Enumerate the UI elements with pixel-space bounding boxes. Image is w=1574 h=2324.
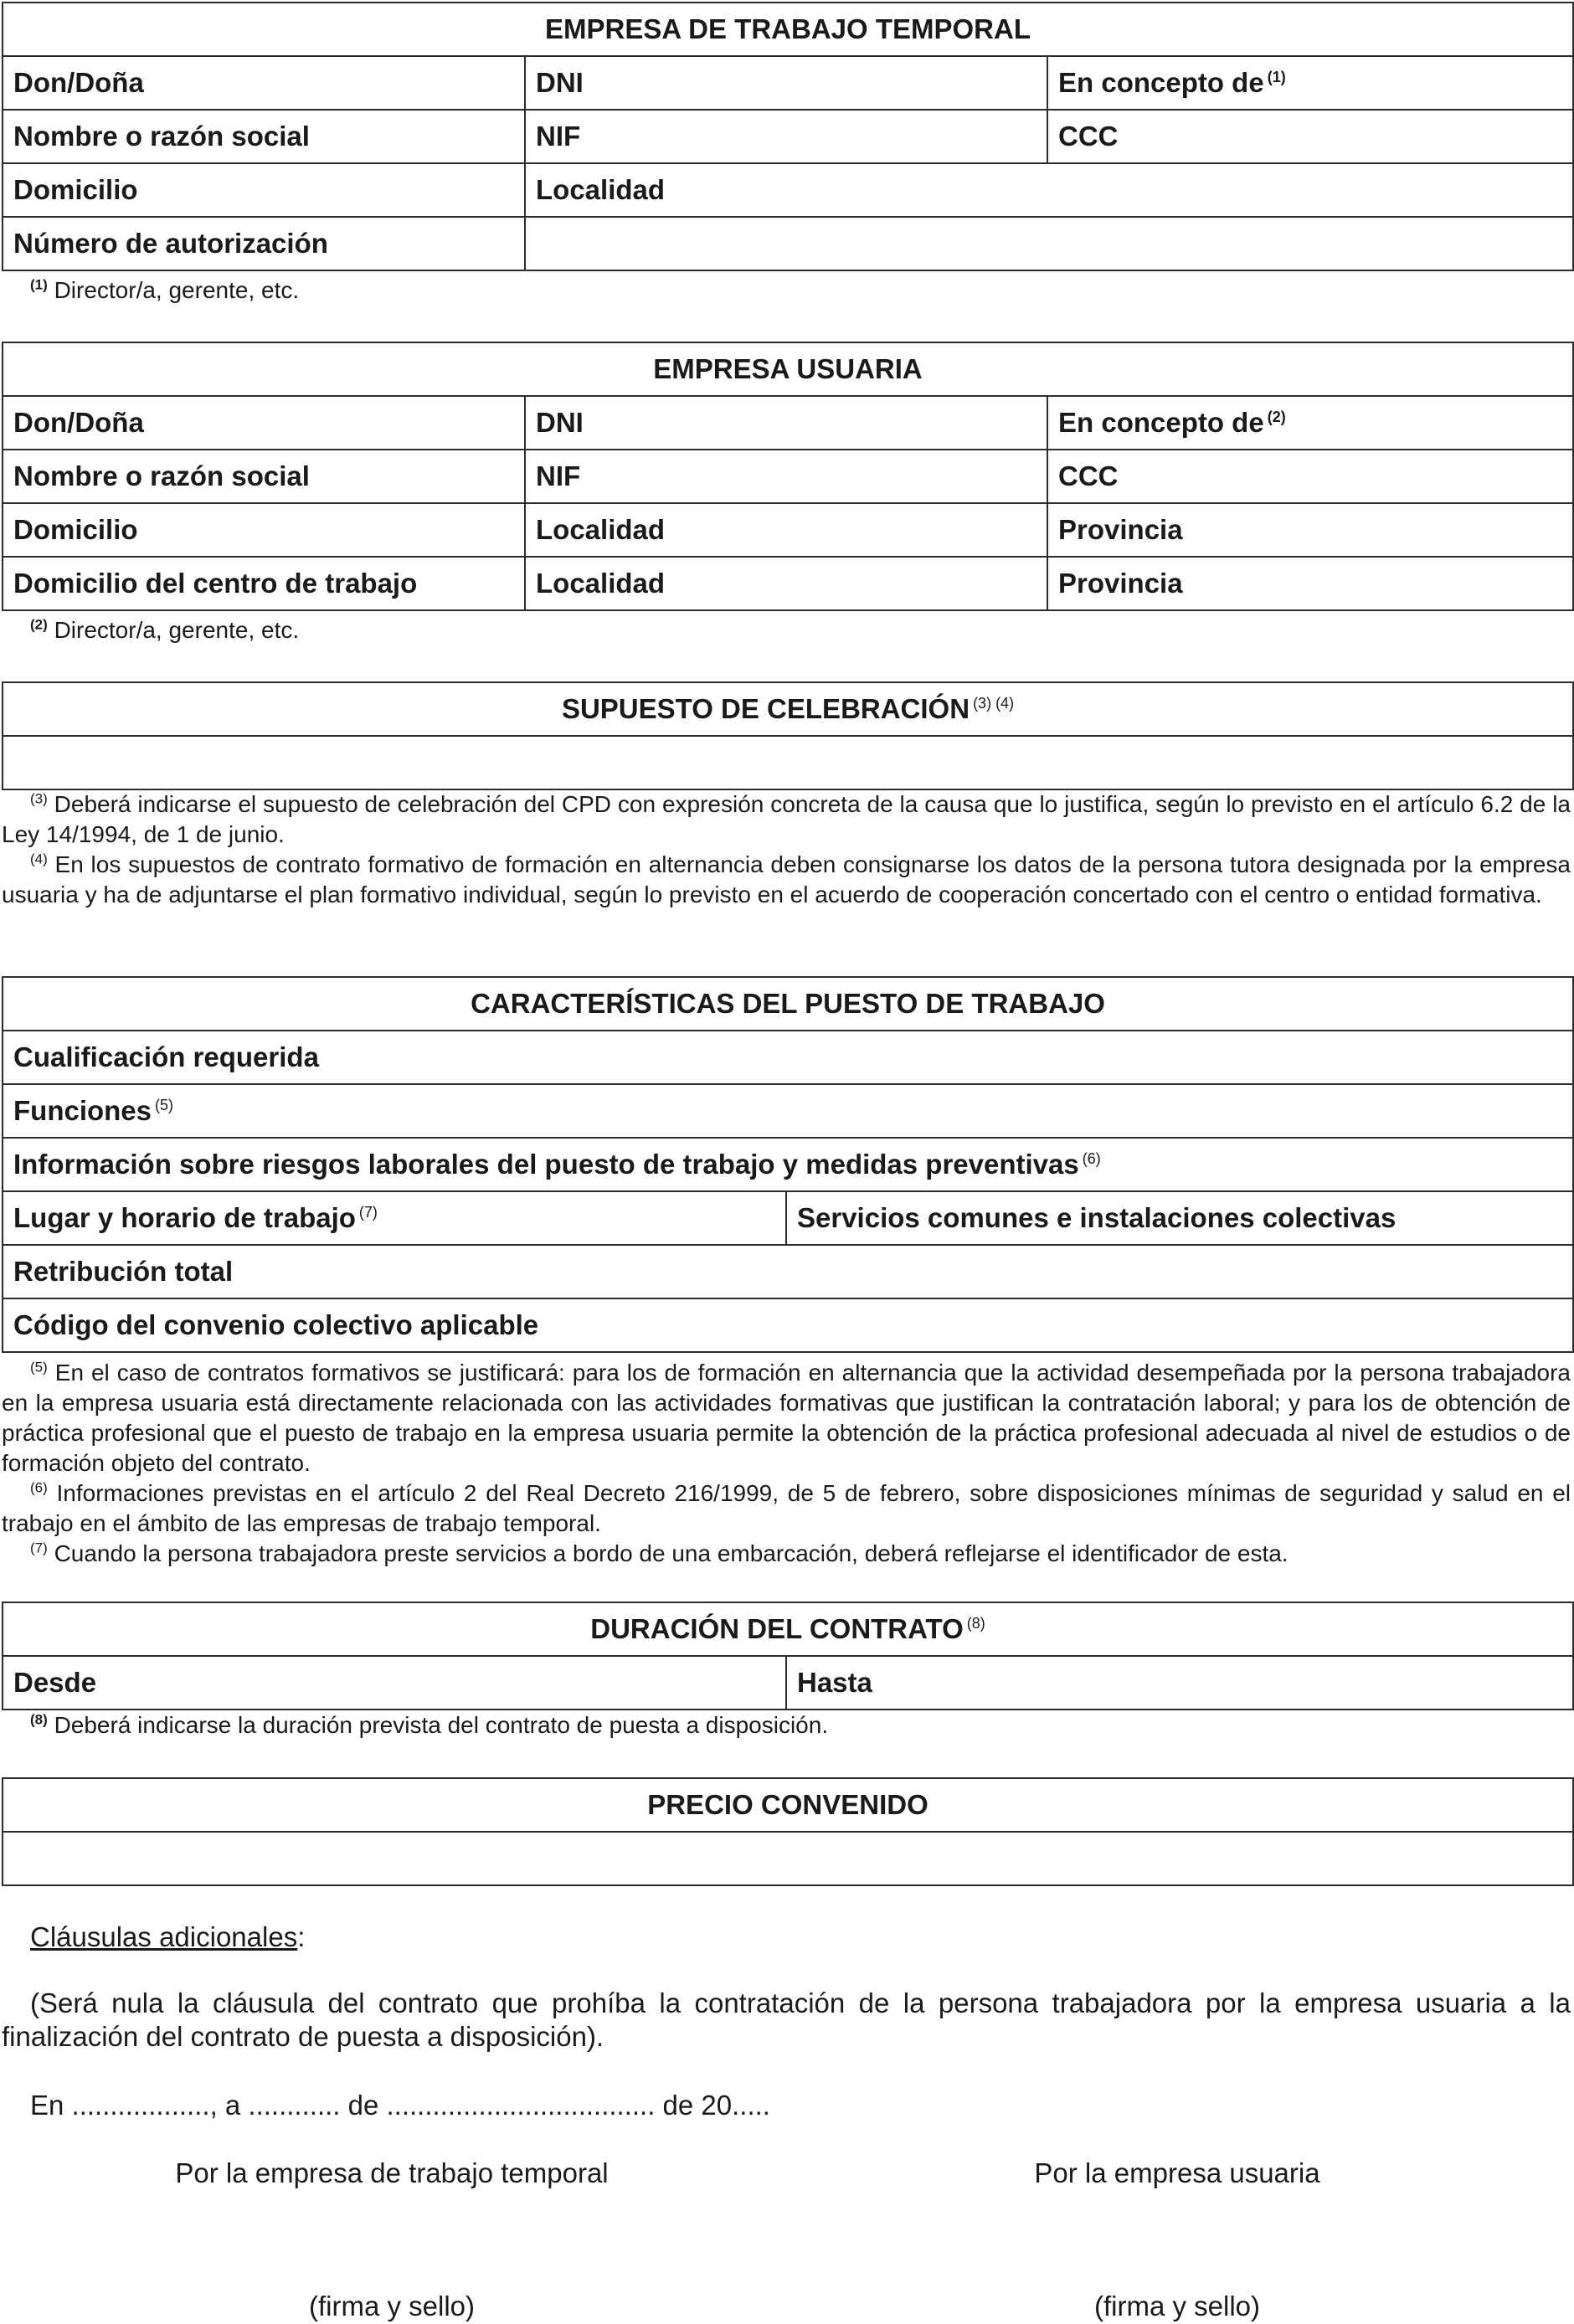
usuaria-title: EMPRESA USUARIA: [3, 342, 1573, 396]
usuaria-concepto-field[interactable]: En concepto de $^{(2)}$: [1047, 396, 1573, 450]
ett-nif-field[interactable]: NIF: [525, 110, 1047, 163]
ett-dni-field[interactable]: DNI: [525, 56, 1047, 110]
footnote-5: $^{(5)}$ En el caso de contratos formativos se justificará: para los de formación en alternancia que la actividad desempeñada por la persona trabajadora en la empresa usuaria está directamente relacionada con las actividades formativas que justifican la contratación laboral; y para los de obtención de práctica profesional que el puesto de trabajo en la empresa usuaria permite la obtención de la práctica profesional adecuada al nivel de estudios o de formación objeto del contrato.: [2, 1359, 1571, 1476]
caracteristicas-section: [2, 976, 1574, 1353]
desde-field[interactable]: Desde: [3, 1656, 786, 1710]
convenio-field[interactable]: Código del convenio colectivo aplicable: [3, 1298, 1573, 1352]
ett-concepto-field[interactable]: En concepto de $^{(1)}$: [1047, 56, 1573, 110]
precio-title: PRECIO CONVENIDO: [3, 1778, 1573, 1832]
supuesto-title: SUPUESTO DE CELEBRACIÓN $^{(3) (4)}$: [3, 682, 1573, 736]
firma-usuaria-label: Por la empresa usuaria: [1034, 2157, 1320, 2188]
duracion-section: [2, 1602, 1574, 1710]
clausula-nula-text: (Será nula la cláusula del contrato que prohíba la contratación de la persona trabajadora por la empresa usuaria a la finalización del contrato de puesta a disposición).: [2, 1987, 1571, 2052]
riesgos-field[interactable]: Información sobre riesgos laborales del puesto de trabajo y medidas preventivas $^{(6)}$: [3, 1138, 1573, 1191]
duracion-title: DURACIÓN DEL CONTRATO $^{(8)}$: [3, 1602, 1573, 1656]
footnote-4: $^{(4)}$ En los supuestos de contrato formativo de formación en alternancia deben consignarse los datos de la persona tutora designada por la empresa usuaria y ha de adjuntarse el plan formativo individual, según lo previsto en el acuerdo de cooperación concertado con el centro o entidad formativa.: [2, 851, 1571, 907]
ett-autorizacion-field[interactable]: [525, 217, 1573, 270]
ett-localidad-field[interactable]: Localidad: [525, 163, 1573, 217]
footnote-ref: (1): [1267, 69, 1286, 85]
ett-autorizacion-label: Número de autorización: [3, 217, 525, 270]
firma-usuaria-sello: (firma y sello): [1093, 2291, 1261, 2321]
funciones-field[interactable]: Funciones $^{(5)}$: [3, 1084, 1573, 1138]
precio-section: [2, 1777, 1574, 1886]
ett-domicilio-field[interactable]: Domicilio: [3, 163, 525, 217]
usuaria-provincia-field[interactable]: Provincia: [1047, 503, 1573, 557]
supuesto-section: [2, 681, 1574, 790]
usuaria-footnote: $^{(2)}$ Director/a, gerente, etc.: [30, 616, 300, 643]
usuaria-domicilio-field[interactable]: Domicilio: [3, 503, 525, 557]
supuesto-field[interactable]: [3, 736, 1573, 789]
caracteristicas-footnotes: [2, 1358, 1571, 1569]
cualificacion-field[interactable]: Cualificación requerida: [3, 1031, 1573, 1084]
usuaria-section: [2, 342, 1574, 611]
usuaria-centro-localidad-field[interactable]: Localidad: [525, 557, 1047, 610]
firma-ett-label: Por la empresa de trabajo temporal: [175, 2157, 609, 2188]
precio-field[interactable]: [3, 1832, 1573, 1885]
lugar-fecha-line: En .................., a ............ de ................................... de 20.....: [30, 2090, 770, 2121]
usuaria-razon-social-field[interactable]: Nombre o razón social: [3, 450, 525, 503]
caracteristicas-title: CARACTERÍSTICAS DEL PUESTO DE TRABAJO: [3, 977, 1573, 1031]
usuaria-ccc-field[interactable]: CCC: [1047, 450, 1573, 503]
footnote-6: $^{(6)}$ Informaciones previstas en el artículo 2 del Real Decreto 216/1999, de 5 de febrero, sobre disposiciones mínimas de seguridad y salud en el trabajo en el ámbito de las empresas de trabajo temporal.: [2, 1479, 1571, 1536]
clausulas-heading: Cláusulas adicionales:: [30, 1921, 306, 1952]
footnote-7: $^{(7)}$ Cuando la persona trabajadora preste servicios a bordo de una embarcación, deberá reflejarse el identificador de esta.: [30, 1540, 1289, 1566]
footnote-ref: (2): [1267, 409, 1286, 425]
hasta-field[interactable]: Hasta: [786, 1656, 1573, 1710]
supuesto-footnotes: [2, 789, 1571, 910]
lugar-horario-field[interactable]: Lugar y horario de trabajo $^{(7)}$: [3, 1191, 786, 1245]
ett-don-dona-field[interactable]: Don/Doña: [3, 56, 525, 110]
usuaria-don-dona-field[interactable]: Don/Doña: [3, 396, 525, 450]
usuaria-dni-field[interactable]: DNI: [525, 396, 1047, 450]
firma-ett-sello: (firma y sello): [308, 2291, 476, 2321]
ett-razon-social-field[interactable]: Nombre o razón social: [3, 110, 525, 163]
ett-footnote: $^{(1)}$ Director/a, gerente, etc.: [30, 276, 300, 303]
footnote-3: $^{(3)}$ Deberá indicarse el supuesto de celebración del CPD con expresión concreta de la causa que lo justifica, según lo previsto en el artículo 6.2 de la Ley 14/1994, de 1 de junio.: [2, 790, 1571, 847]
ett-ccc-field[interactable]: CCC: [1047, 110, 1573, 163]
usuaria-localidad-field[interactable]: Localidad: [525, 503, 1047, 557]
usuaria-centro-domicilio-field[interactable]: Domicilio del centro de trabajo: [3, 557, 525, 610]
retribucion-field[interactable]: Retribución total: [3, 1245, 1573, 1298]
duracion-footnote: $^{(8)}$ Deberá indicarse la duración prevista del contrato de puesta a disposición.: [30, 1711, 829, 1738]
usuaria-centro-provincia-field[interactable]: Provincia: [1047, 557, 1573, 610]
ett-section: [2, 2, 1574, 271]
usuaria-nif-field[interactable]: NIF: [525, 450, 1047, 503]
servicios-comunes-field[interactable]: Servicios comunes e instalaciones colectivas: [786, 1191, 1573, 1245]
ett-title: EMPRESA DE TRABAJO TEMPORAL: [3, 3, 1573, 56]
